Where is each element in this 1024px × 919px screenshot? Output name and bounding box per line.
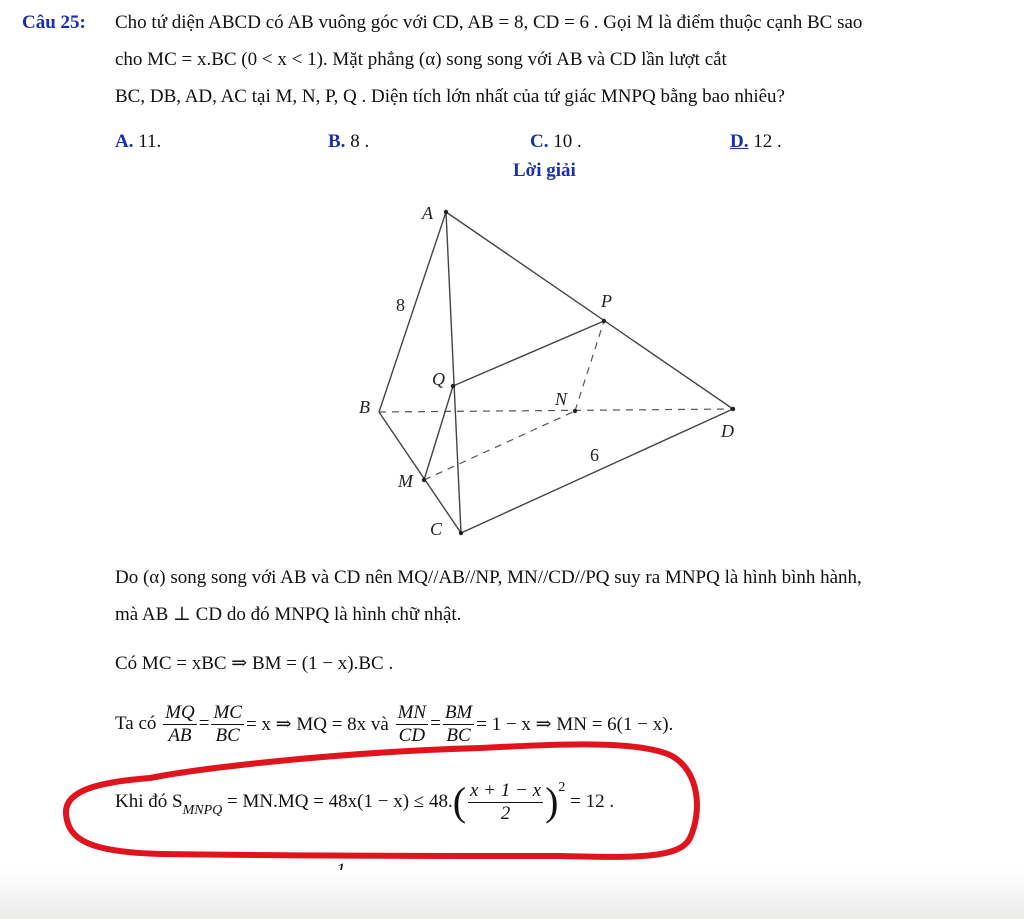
question-number: Câu 25:: [22, 12, 86, 33]
line4-end: = 1 − x ⇒ MN = 6(1 − x).: [476, 713, 674, 735]
option-b-letter: B.: [328, 131, 346, 152]
edge-ac: [446, 212, 461, 533]
point-c: [459, 531, 463, 535]
option-a-value: 11.: [138, 131, 162, 152]
option-c[interactable]: [530, 131, 582, 153]
label-b: B: [359, 397, 370, 417]
point-q: [451, 384, 455, 388]
edge-cd: [461, 409, 733, 533]
question-line-2: cho MC = x.BC (0 < x < 1). Mặt phẳng (α) song song với AB và CD lần lượt cắt: [115, 49, 727, 70]
edge-bc: [379, 412, 461, 533]
fraction-bm-bc: $\frac{BM}{BC}$: [444, 702, 473, 746]
fraction-mn-cd: $\frac{MN}{CD}$: [397, 702, 427, 746]
bottom-shadow: [0, 870, 1024, 919]
label-d: D: [721, 421, 734, 441]
option-d-value: 12 .: [753, 131, 782, 152]
tetrahedron-figure: [340, 195, 760, 545]
line5-prefix: Khi đó S: [115, 791, 183, 813]
line4-prefix: Ta có: [115, 713, 157, 735]
segment-mq: [424, 386, 453, 480]
fraction-average: $\frac{x + 1 - x}{2}$: [470, 780, 542, 824]
question-line-3: BC, DB, AD, AC tại M, N, P, Q . Diện tích lớn nhất của tứ giác MNPQ bằng bao nhiêu?: [115, 86, 785, 107]
edge-bd: [379, 409, 733, 412]
option-c-letter: C.: [530, 131, 549, 152]
point-p: [602, 319, 606, 323]
edge-ad: [446, 212, 733, 409]
length-ab: 8: [396, 295, 405, 315]
length-cd: 6: [590, 445, 599, 465]
option-a[interactable]: [115, 131, 161, 153]
line5-subscript: MNPQ: [182, 802, 223, 818]
label-n: N: [555, 389, 568, 409]
point-n: [573, 409, 577, 413]
segment-qp: [453, 321, 604, 386]
option-d[interactable]: [730, 131, 782, 153]
point-m: [422, 478, 426, 482]
segment-np: [575, 321, 604, 411]
label-m: M: [398, 471, 413, 491]
option-b-value: 8 .: [350, 131, 370, 152]
label-q: Q: [432, 369, 445, 389]
solution-line-1: Do (α) song song với AB và CD nên MQ//AB//NP, MN//CD//PQ suy ra MNPQ là hình bình hành,: [115, 567, 862, 588]
option-d-letter: D.: [730, 131, 749, 152]
option-b[interactable]: [328, 131, 369, 153]
solution-line-3: Có MC = xBC ⇒ BM = (1 − x).BC .: [115, 653, 394, 674]
solution-heading: Lời giải: [513, 160, 576, 181]
line5-exponent: 2: [558, 780, 566, 795]
question-line-1: Cho tứ diện ABCD có AB vuông góc với CD, AB = 8, CD = 6 . Gọi M là điểm thuộc cạnh BC sao: [115, 12, 863, 33]
line5-mid: = MN.MQ = 48x(1 − x) ≤ 48.: [227, 791, 453, 813]
solution-line-5: Khi đó S $_{MNPQ}$ = MN.MQ = 48x(1 − x) ≤ 48. ( $\frac{x + 1 - x}{2}$ ) $^2$ = 12 .: [115, 779, 615, 825]
point-d: [731, 407, 735, 411]
segment-mn: [424, 411, 575, 480]
option-c-value: 10 .: [553, 131, 582, 152]
point-a: [444, 210, 448, 214]
label-p: P: [601, 291, 612, 311]
fraction-mq-ab: $\frac{MQ}{AB}$: [165, 702, 195, 746]
solution-line-4: Ta có $\frac{MQ}{AB}$ = $\frac{MC}{BC}$ = x ⇒ MQ = 8x và $\frac{MN}{CD}$ = $\frac{BM}{BC}$ = 1 − x ⇒ MN = 6(1 − x).: [115, 702, 674, 746]
option-a-letter: A.: [115, 131, 134, 152]
label-c: C: [430, 519, 443, 539]
label-a: A: [422, 203, 433, 223]
solution-line-2: mà AB ⊥ CD do đó MNPQ là hình chữ nhật.: [115, 604, 462, 625]
fraction-mc-bc: $\frac{MC}{BC}$: [213, 702, 242, 746]
line5-end: = 12 .: [570, 791, 615, 813]
line4-mid: = x ⇒ MQ = 8x và: [245, 713, 389, 735]
